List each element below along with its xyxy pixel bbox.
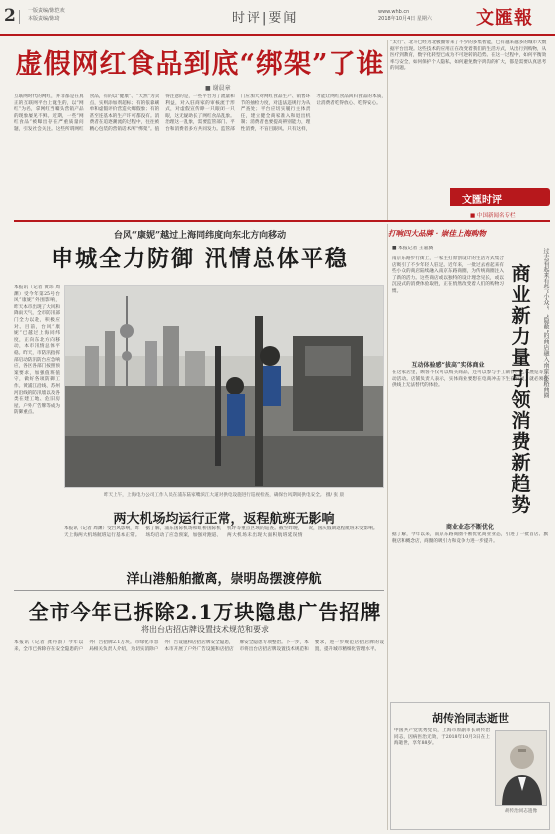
airport-subheadline: 两大机场均运行正常，返程航班无影响 <box>113 512 335 527</box>
right-subhead-b: 商业业态不断优化 <box>445 524 494 531</box>
typhoon-photo-caption: 昨天上午，上海电力公司工作人员在浦东陆家嘴滨江大道对供电设施进行巡视检查，确保台风期间供电安全。 摄/ 张 晨 <box>103 493 345 498</box>
typhoon-headline: 申城全力防御 汛情总体平稳 <box>51 246 349 272</box>
lead-headline: 虚假网红食品到底“绑架”了谁 <box>15 49 385 80</box>
right-deck: 过去看起来有些“小众”、“隐蔽”的商店融入南京东路商圈 <box>542 248 549 399</box>
issue-date: 2018年10月4日 星期六 <box>378 16 432 22</box>
page-number: 2 <box>4 6 23 26</box>
story-rule <box>14 590 384 591</box>
obituary-photo-caption: 胡传治同志遗像 <box>504 809 538 814</box>
obituary-title: 胡传治同志逝世 <box>432 712 509 725</box>
typhoon-kicker: 台风“康妮”越过上海同纬度向东北方向移动 <box>113 231 287 241</box>
editor-line-1: 一版责编/陈恺欢 <box>28 8 65 14</box>
right-column-banner: 打响四大品牌 · 崇佳上海购物 <box>388 229 486 238</box>
date-info <box>378 9 468 23</box>
ads-headline: 全市今年已拆除2.1万块隐患广告招牌 <box>28 600 382 624</box>
right-body: 南京东路步行街上，一家主打原创设计的生活方式集合店吸引了不少年轻人驻足。近年来，一批过去看起来有些小众的商店陆续融入南京东路商圈，为传统商圈注入了新的活力。这些商店或以独特的设计理念见长，或以沉浸式的消费体验取胜，正在悄然改变着人们的购物习惯。 <box>392 256 504 294</box>
right-column-divider <box>387 224 388 830</box>
port-subheadline: 洋山港船舶撤离，崇明岛摆渡停航 <box>126 572 322 587</box>
airport-body: 本报讯（记者 周渊）受台风影响，昨天上海两大机场航班运行基本正常。据了解，浦东国际机场和虹桥国际机场均启动了应急预案，加强对跑道、机坪等重点区域的巡查。截至昨晚，两大机场未出现大面积航班延误情况，国庆假期返程航班未受影响。 <box>64 526 378 538</box>
right-byline: ■ 本报记者 王嘉旖 <box>392 246 434 251</box>
section-rule <box>14 220 550 222</box>
ads-subheadline: 将出台店招店牌设置技术规范和要求 <box>141 625 269 634</box>
city-skyline-illustration <box>65 286 384 488</box>
obituary-portrait <box>495 730 547 806</box>
commentary-tag: 文匯时评 <box>450 188 550 206</box>
obituary-body: 中国共产党优秀党员，上海市原副市长胡传治同志，因病医治无效，于2018年10月3日在上海逝世，享年88岁。 <box>394 728 490 747</box>
editor-line-2: 本版责编/陈琦 <box>28 16 60 22</box>
right-body-b: 据了解，今年以来，南京东路商圈不断优化商业业态，引进了一批首店、旗舰店和概念店，商圈的吸引力和竞争力进一步提升。 <box>392 532 548 544</box>
section-label: 时评|要闻 <box>232 11 299 26</box>
column-divider <box>387 40 388 220</box>
commentary-box-body: “太行”、北斗已经为北极圈带来了不少的多集智能，已有越来越多的城市大数据平台出现。这些技术的应用正在改变着我们的生活方式，从出行到购物，从医疗到教育，数字化转型已成为不可逆转的趋势。在这一过程中，如何平衡效率与安全，如何保护个人隐私，如何避免数字鸿沟的扩大，都是需要认真思考的问题。 <box>390 40 547 72</box>
right-subhead-a: 互动体验感“拔高”实体商业 <box>411 362 485 369</box>
lead-byline: ■ 谢晨章 <box>205 85 231 92</box>
lead-body: 互联网时代的网红，并非都是在真正的互联网平台上诞生的，以“网红”为名，拿网红当噱头营销产品的现象屡见不鲜。近期，一些“网红食品”被曝出存在严重质量问题，引发社会关注。这些所谓网红食品，有的以“健康”、“天然”为卖点，实则添加剂超标；有的依靠刷单和虚假评价营造火爆假象；有的甚至连基本的生产许可都没有。消费者在追逐潮流的过程中，往往被精心包装的营销话术所“绑架”。值得注意的是，一些平台为了流量和利益，对入驻商家的审核流于形式，对虚假宣传睁一只眼闭一只眼，这无疑助长了网红食品乱象。治理这一乱象，需要监管部门、平台和消费者多方共同发力。监管部门应加大对网红食品生产、销售环节的抽检力度，对违法违规行为从严查处；平台应切实履行主体责任，建立健全商家准入和退出机制；消费者也要提高辨别能力，理性消费，不盲目跟风。只有这样，才能让网红食品回归食品的本质，让消费者吃得放心、吃得安心。 <box>14 94 386 132</box>
right-body-a: 在这家店里，顾客不仅可以购买商品，还可以参与手工制作、艺术展览等互动活动。店铺负责人表示，实体商业要想在电商冲击下生存发展，就必须提供线上无法替代的体验。 <box>392 370 548 389</box>
website: www.whb.cn <box>378 9 410 15</box>
typhoon-photo <box>64 285 384 488</box>
commentary-tag-sub: ■ 中国新闻名专栏 <box>470 213 516 219</box>
right-vertical-headline: 商业新力量引领消费新趋势 <box>511 263 531 516</box>
newspaper-logo: 文匯報 <box>476 8 533 29</box>
ads-body: 本报讯（记者 龚丹韵）今年以来，全市已拆除存在安全隐患的户外广告招牌2.1万块。市绿化市容局相关负责人介绍，为切实消除户外广告设施和店招店牌安全隐患，本市开展了户外广告设施和店招店牌安全隐患专项整治。下一步，本市将出台店招店牌设置技术规范和要求，进一步规范店招店牌的设置，提升城市精细化管理水平。 <box>14 640 384 652</box>
portrait-illustration <box>496 731 547 806</box>
typhoon-body: 本报讯（记者 黄玮 周渊）受今年第25号台风“康妮”外围影响，昨天本市出现了大风和降雨天气，全市防汛部门全力以赴，积极应对。目前，台风“康妮”已越过上海同纬度，正向东北方向移动，本市汛情总体平稳。昨天，市防汛指挥部启动防汛防台应急响应，各区各部门按照预案要求，加强值班值守，做好各项防御工作。黄浦江沿线、苏州河沿线的防汛墙以及各类在建工地、危旧房屋、户外广告牌等成为防御重点。 <box>14 285 60 416</box>
editor-credits <box>28 7 65 23</box>
